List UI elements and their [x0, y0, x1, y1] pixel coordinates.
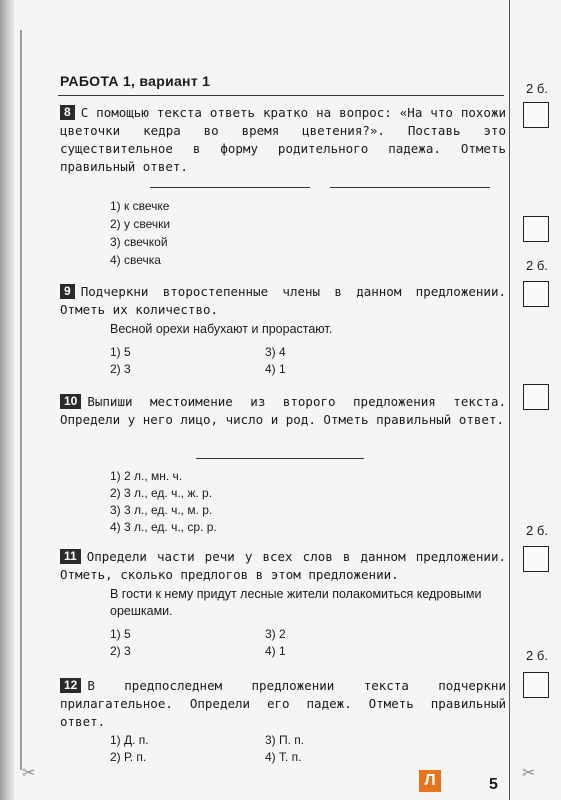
question-12: [60, 677, 506, 731]
scissors-icon: ✂: [522, 765, 536, 782]
option[interactable]: 3) свечкой: [110, 235, 168, 249]
book-spine: [0, 0, 14, 800]
option[interactable]: 1) к свечке: [110, 199, 170, 213]
question-number: 11: [60, 549, 81, 564]
question-number: 12: [60, 678, 81, 693]
option[interactable]: 3) 3 л., ед. ч., м. р.: [110, 503, 213, 517]
question-text: В предпоследнем предложении текста подчеркни прилагательное. Определи его падеж. Отметь правильный ответ.: [60, 678, 506, 729]
option[interactable]: 2) 3: [110, 644, 131, 658]
score-label: 2 б.: [526, 523, 548, 538]
answer-line[interactable]: [196, 458, 364, 459]
question-9: [60, 283, 506, 319]
scissors-icon: ✂: [22, 765, 36, 782]
option[interactable]: 3) 2: [265, 627, 286, 641]
option[interactable]: 3) П. п.: [265, 733, 305, 747]
score-margin-line: [509, 0, 510, 800]
option[interactable]: 3) 4: [265, 345, 286, 359]
question-text: Подчеркни второстепенные члены в данном предложении. Отметь их количество.: [60, 284, 506, 317]
score-box[interactable]: [523, 672, 549, 698]
sentence: Весной орехи набухают и прорастают.: [110, 322, 333, 336]
question-text: С помощью текста ответь кратко на вопрос: «На что похожи цветочки кедра во время цветения?». Поставь это существительное в форму родительного падежа. Отметь правильный ответ.: [60, 105, 506, 174]
score-box[interactable]: [523, 281, 549, 307]
score-box[interactable]: [523, 546, 549, 572]
question-8: [60, 104, 506, 176]
question-text: Определи части речи у всех слов в данном предложении. Отметь, сколько предлогов в этом предложении.: [60, 549, 506, 582]
score-box[interactable]: [523, 216, 549, 242]
question-number: 9: [60, 284, 75, 299]
option[interactable]: 2) 3 л., ед. ч., ж. р.: [110, 486, 213, 500]
option[interactable]: 2) у свечки: [110, 217, 171, 231]
title-underline: [58, 95, 504, 96]
question-number: 8: [60, 105, 75, 120]
option[interactable]: 4) 1: [265, 644, 286, 658]
score-box[interactable]: [523, 102, 549, 128]
option[interactable]: 2) Р. п.: [110, 750, 147, 764]
cut-line: [20, 30, 22, 770]
option[interactable]: 2) 3: [110, 362, 131, 376]
question-text: Выпиши местоимение из второго предложения текста. Определи у него лицо, число и род. Отметь правильный ответ.: [60, 394, 506, 427]
option[interactable]: 1) 2 л., мн. ч.: [110, 469, 183, 483]
option[interactable]: 4) Т. п.: [265, 750, 302, 764]
option[interactable]: 4) 1: [265, 362, 286, 376]
option[interactable]: 4) свечка: [110, 253, 161, 267]
score-box[interactable]: [523, 384, 549, 410]
page-number: 5: [489, 776, 498, 793]
answer-line[interactable]: [330, 187, 490, 188]
question-11: [60, 548, 506, 584]
score-label: 2 б.: [526, 648, 548, 663]
question-number: 10: [60, 394, 81, 409]
option[interactable]: 4) 3 л., ед. ч., ср. р.: [110, 520, 217, 534]
answer-line[interactable]: [150, 187, 310, 188]
score-label: 2 б.: [526, 81, 548, 96]
option[interactable]: 1) 5: [110, 345, 131, 359]
page-title: РАБОТА 1, вариант 1: [60, 73, 211, 89]
sentence: В гости к нему придут лесные жители полакомиться кедровыми орешками.: [110, 587, 482, 618]
score-label: 2 б.: [526, 258, 548, 273]
option[interactable]: 1) 5: [110, 627, 131, 641]
question-10: [60, 393, 506, 429]
option[interactable]: 1) Д. п.: [110, 733, 149, 747]
publisher-logo: Л: [419, 770, 441, 792]
